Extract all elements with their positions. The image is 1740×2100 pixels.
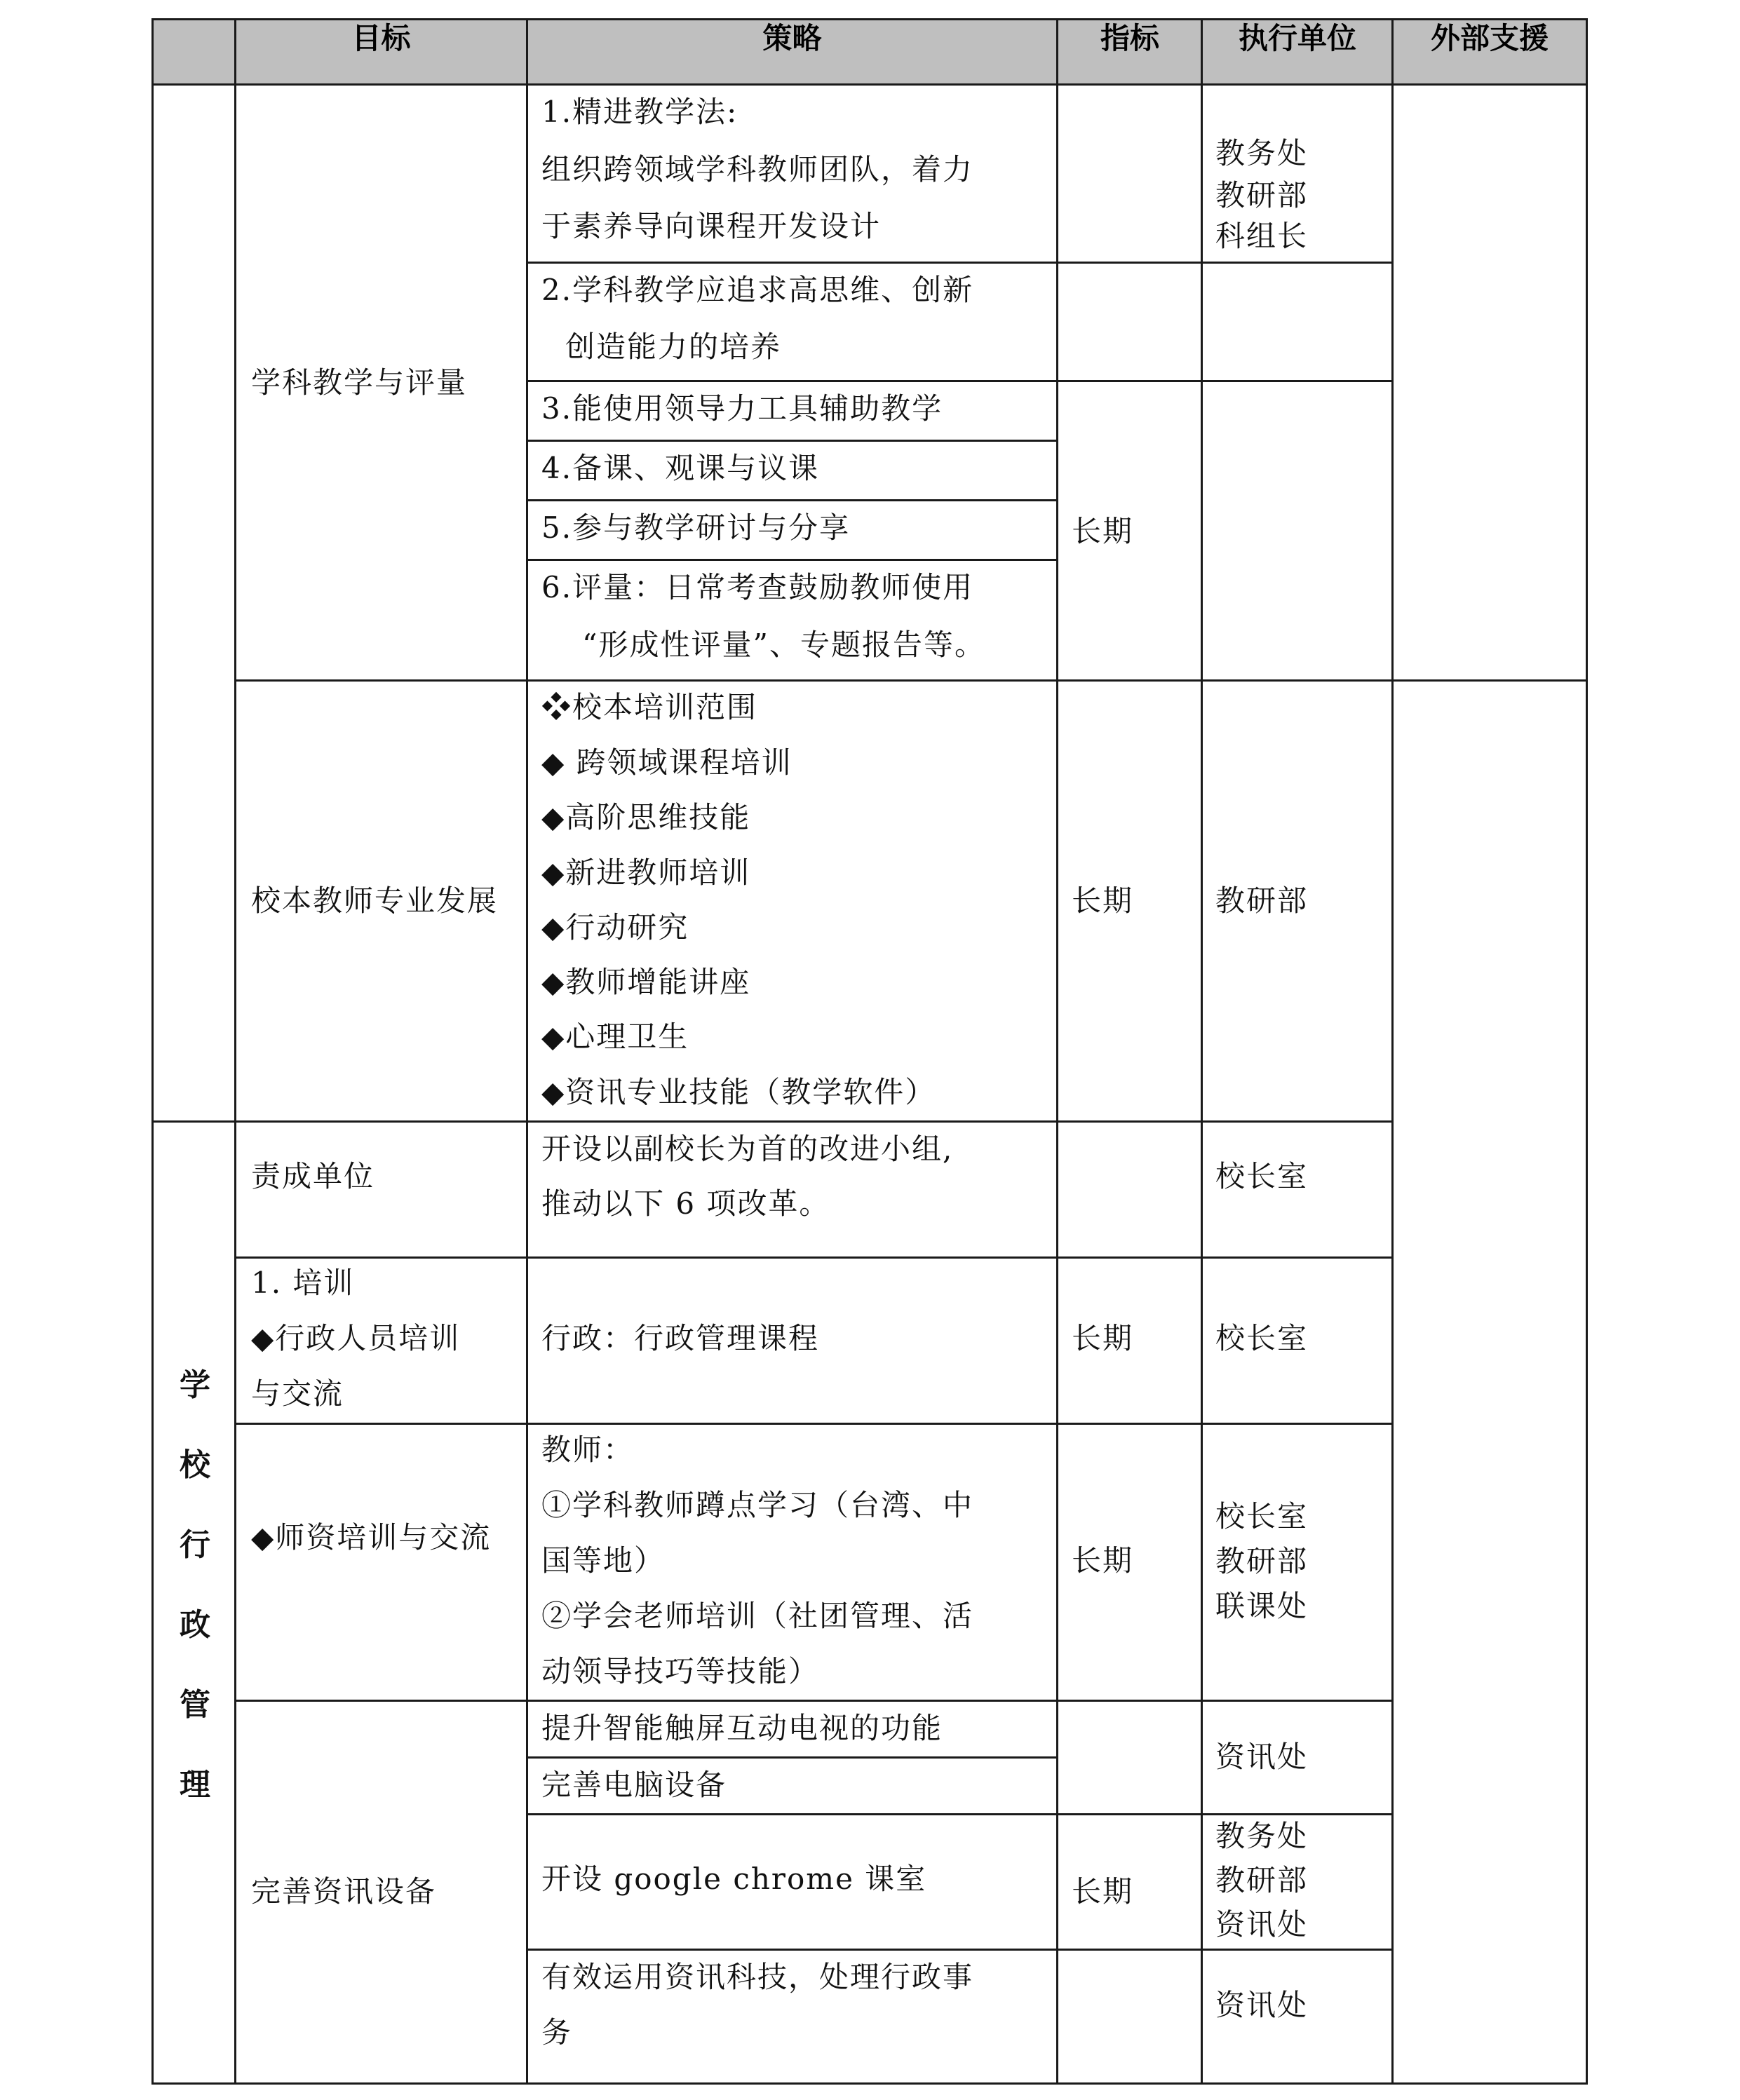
table-border-left (151, 18, 154, 2085)
strategy-line: 提升智能触屏互动电视的功能 (541, 1711, 943, 1745)
section-char: 理 (180, 1767, 210, 1803)
unit-line: 教研部 (1215, 178, 1309, 212)
goal-teacher-development: 校本教师专业发展 (251, 883, 499, 918)
indicator-long-term: 长期 (1072, 1321, 1134, 1355)
row-line (526, 440, 1058, 442)
col-line-unit (1201, 18, 1203, 2085)
strategy-line: 开设以副校长为首的改进小组, (541, 1132, 954, 1166)
table-border-bottom (151, 2082, 1588, 2085)
strategy-line: 推动以下 6 项改革。 (541, 1186, 830, 1221)
unit-line: 校长室 (1215, 1159, 1309, 1193)
training-item: ◆ 跨领域课程培训 (541, 745, 793, 780)
unit-line: 教务处 (1215, 136, 1309, 170)
strategy-line: 1.精进教学法: (541, 95, 739, 129)
strategy-line: 4.备课、观课与议课 (541, 451, 820, 485)
goal-line: ◆行政人员培训 (251, 1321, 461, 1355)
strategy-line: 6.评量：日常考查鼓励教师使用 (541, 570, 974, 604)
strategy-line: 有效运用资讯科技，处理行政事 (541, 1960, 974, 1994)
strategy-line: ②学会老师培训（社团管理、活 (541, 1599, 974, 1633)
row-line (526, 1949, 1394, 1951)
col-line-support (1391, 18, 1394, 2085)
goal-line: 1. 培训 (251, 1266, 355, 1300)
row-line (526, 380, 1394, 382)
row-line (526, 559, 1058, 561)
strategy-line: ①学科教师蹲点学习（台湾、中 (541, 1488, 974, 1522)
row-line (234, 1700, 1394, 1702)
training-item: ◆新进教师培训 (541, 855, 751, 890)
goal-line: 与交流 (251, 1376, 344, 1411)
row-line (234, 1256, 1394, 1259)
header-indicator: 指标 (1100, 21, 1159, 55)
strategy-line: 组织跨领域学科教师团队，着力 (541, 152, 974, 187)
indicator-long-term: 长期 (1072, 1874, 1134, 1909)
unit-line: 资讯处 (1215, 1740, 1309, 1774)
header-divider (151, 83, 1588, 86)
strategy-line: 于素养导向课程开发设计 (541, 209, 882, 243)
col-line-indicator (1056, 18, 1058, 2085)
col-line-strategy (526, 18, 528, 2085)
training-item: ◆高阶思维技能 (541, 800, 751, 834)
goal-subject-teaching: 学科教学与评量 (251, 365, 468, 400)
row-line (526, 262, 1394, 264)
row-line (526, 499, 1058, 501)
table-border-top (151, 18, 1588, 20)
unit-line: 资讯处 (1215, 1988, 1309, 2022)
training-item: ❖校本培训范围 (541, 690, 758, 724)
unit-line: 资讯处 (1215, 1907, 1309, 1942)
strategy-line: 创造能力的培养 (565, 330, 782, 364)
section-char: 学 (180, 1367, 210, 1403)
unit-line: 教研部 (1215, 883, 1309, 918)
unit-line: 教研部 (1215, 1544, 1309, 1578)
section-char: 管 (180, 1687, 210, 1723)
section-char: 校 (180, 1447, 210, 1483)
header-unit: 执行单位 (1238, 21, 1356, 55)
training-item: ◆心理卫生 (541, 1019, 689, 1054)
strategy-line: 2.学科教学应追求高思维、创新 (541, 273, 974, 307)
training-item: ◆教师增能讲座 (541, 965, 751, 999)
section-char: 政 (180, 1607, 210, 1643)
strategy-line: 动领导技巧等技能） (541, 1654, 820, 1688)
row-line (234, 1423, 1394, 1425)
strategy-line: 行政：行政管理课程 (541, 1321, 820, 1355)
strategy-line: 务 (541, 2015, 573, 2050)
goal-responsible-unit: 责成单位 (251, 1159, 375, 1193)
header-goal: 目标 (351, 21, 411, 55)
row-line (526, 1756, 1058, 1759)
strategy-line: 开设 google chrome 课室 (541, 1862, 927, 1896)
unit-line: 联课处 (1215, 1589, 1309, 1623)
strategy-line: 5.参与教学研讨与分享 (541, 510, 851, 545)
table-border-right (1586, 18, 1588, 2085)
indicator-long-term: 长期 (1072, 514, 1134, 548)
training-item: ◆资讯专业技能（教学软件） (541, 1075, 936, 1109)
header-strategy: 策略 (762, 21, 822, 55)
training-item: ◆行动研究 (541, 910, 689, 944)
unit-line: 教研部 (1215, 1863, 1309, 1897)
strategy-line: 教师： (541, 1432, 635, 1467)
strategy-line: 国等地） (541, 1543, 666, 1578)
unit-line: 校长室 (1215, 1499, 1309, 1533)
row-line (151, 1120, 1394, 1123)
row-line (234, 679, 1588, 682)
indicator-long-term: 长期 (1072, 883, 1134, 918)
indicator-long-term: 长期 (1072, 1543, 1134, 1578)
unit-line: 科组长 (1215, 219, 1309, 253)
col-line-goal (234, 18, 236, 2085)
section-char: 行 (180, 1527, 210, 1563)
header-support: 外部支援 (1430, 21, 1549, 55)
strategy-line: “形成性评量”、专题报告等。 (582, 628, 985, 662)
strategy-line: 3.能使用领导力工具辅助教学 (541, 391, 943, 426)
goal-it-equipment: 完善资讯设备 (251, 1874, 437, 1909)
unit-line: 教务处 (1215, 1819, 1309, 1853)
unit-line: 校长室 (1215, 1321, 1309, 1355)
strategy-line: 完善电脑设备 (541, 1768, 727, 1802)
goal-teacher-training: ◆师资培训与交流 (251, 1520, 492, 1554)
row-line (526, 1813, 1394, 1815)
section-label-school-admin (174, 1366, 216, 1801)
